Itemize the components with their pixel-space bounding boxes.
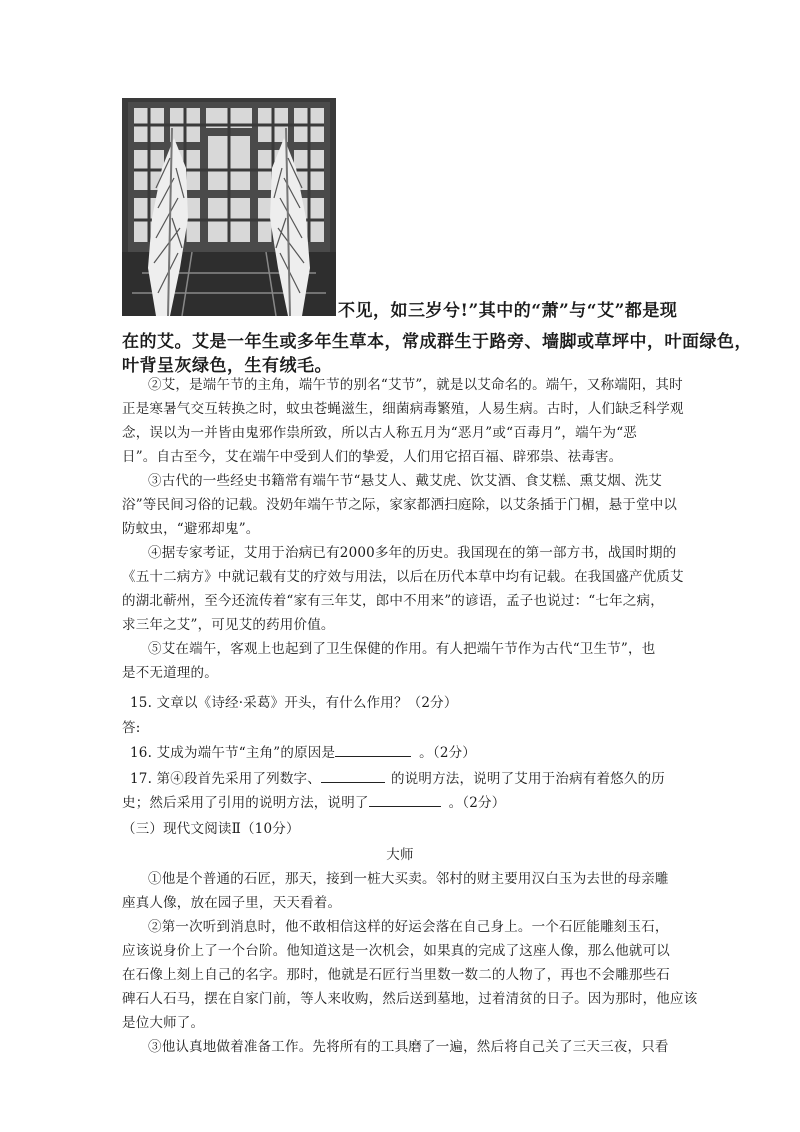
question-16 <box>130 741 476 761</box>
s3-p2-line-4: 碑石人石马，摆在自家门前，等人来收购，然后送到墓地，过着清贫的日子。因为那时，他应该 <box>122 991 698 1007</box>
p2-line-1: ②艾，是端午节的主角，端午节的别名“艾节”，就是以艾命名的。端午，又称端阳，其时 <box>148 377 683 393</box>
answer-label: 答: <box>122 720 141 736</box>
p3-line-1: ③古代的一些经史书籍常有端午节“悬艾人、戴艾虎、饮艾酒、食艾糕、熏艾烟、洗艾 <box>148 473 663 489</box>
q16-score: 。（2分） <box>419 745 477 761</box>
s3-p2-line-1: ②第一次听到消息时，他不敢相信这样的好运会落在自己身上。一个石匠能雕刻玉石， <box>148 919 669 935</box>
q17-text-1: 17. 第④段首先采用了列数字、 <box>130 771 321 787</box>
p2-line-2: 正是寒暑气交互转换之时，蚊虫苍蝇滋生，细菌病毒繁殖，人易生病。古时，人们缺乏科学观 <box>122 401 684 417</box>
q17-score: 。（2分） <box>448 795 506 811</box>
mugwort-door-photo <box>122 98 336 316</box>
q16-text: 16. 艾成为端午节“主角”的原因是 <box>130 745 336 761</box>
s3-p2-line-2: 应该说身价上了一个台阶。他知道这是一次机会，如果真的完成了这座人像，那么他就可以 <box>122 943 670 959</box>
s3-p2-line-3: 在石像上刻上自己的名字。那时，他就是石匠行当里数一数二的人物了，再也不会雕那些石 <box>122 967 670 983</box>
p5-line-2: 是不无道理的。 <box>122 665 218 681</box>
intro-line-3: 叶背呈灰绿色，生有绒毛。 <box>122 356 332 376</box>
s3-p1-line-1: ①他是个普通的石匠，那天，接到一桩大买卖。邻村的财主要用汉白玉为去世的母亲雕 <box>148 871 669 887</box>
p3-line-3: 防蚊虫，“避邪却鬼”。 <box>122 521 260 537</box>
q17-text-3: 史；然后采用了引用的说明方法，说明了 <box>122 795 369 811</box>
p4-line-1: ④据专家考证，艾用于治病已有2000多年的历史。我国现在的第一部方书，战国时期的 <box>148 545 677 561</box>
p2-line-4: 日”。自古至今，艾在端午中受到人们的挚爱，人们用它招百福、辟邪祟、祛毒害。 <box>122 449 623 465</box>
intro-line-1: 不见，如三岁兮!”其中的“萧”与“艾”都是现 <box>338 301 678 321</box>
q17-answer-blank-2[interactable] <box>369 794 441 807</box>
q17-answer-blank-1[interactable] <box>321 770 385 783</box>
q16-answer-blank[interactable] <box>335 744 411 757</box>
lattice-door-image <box>122 98 336 316</box>
p3-line-2: 浴”等民间习俗的记载。没奶年端午节之际，家家都洒扫庭除，以艾条插于门楣，悬于堂中以 <box>122 497 678 513</box>
story-title: 大师 <box>386 847 414 863</box>
question-17-line-1 <box>130 767 665 787</box>
p4-line-2: 《五十二病方》中就记载有艾的疗效与用法，以后在历代本草中均有记载。在我国盛产优质艾 <box>122 569 684 585</box>
p2-line-3: 念，误以为一并皆由鬼邪作祟所致，所以古人称五月为“恶月”或“百毒月”，端午为“恶 <box>122 425 638 441</box>
q17-text-2: 的说明方法，说明了艾用于治病有着悠久的历 <box>390 771 665 787</box>
s3-p1-line-2: 座真人像，放在园子里，天天看着。 <box>122 895 342 911</box>
s3-p2-line-5: 是位大师了。 <box>122 1015 205 1031</box>
intro-line-2: 在的艾。艾是一年生或多年生草本，常成群生于路旁、墙脚或草坪中，叶面绿色， <box>122 332 752 352</box>
question-17-line-2 <box>122 791 505 811</box>
p4-line-3: 的湖北蕲州，至今还流传着“家有三年艾，郎中不用来”的谚语，孟子也说过：“七年之病， <box>122 593 664 609</box>
p4-line-4: 求三年之艾”，可见艾的药用价值。 <box>122 617 335 633</box>
section-3-heading: （三）现代文阅读Ⅱ（10分） <box>122 821 300 837</box>
s3-p3-line-1: ③他认真地做着准备工作。先将所有的工具磨了一遍，然后将自己关了三天三夜，只看 <box>148 1039 669 1055</box>
question-15: 15. 文章以《诗经·采葛》开头，有什么作用？（2分） <box>130 695 458 711</box>
p5-line-1: ⑤艾在端午，客观上也起到了卫生保健的作用。有人把端午节作为古代“卫生节”，也 <box>148 641 656 657</box>
